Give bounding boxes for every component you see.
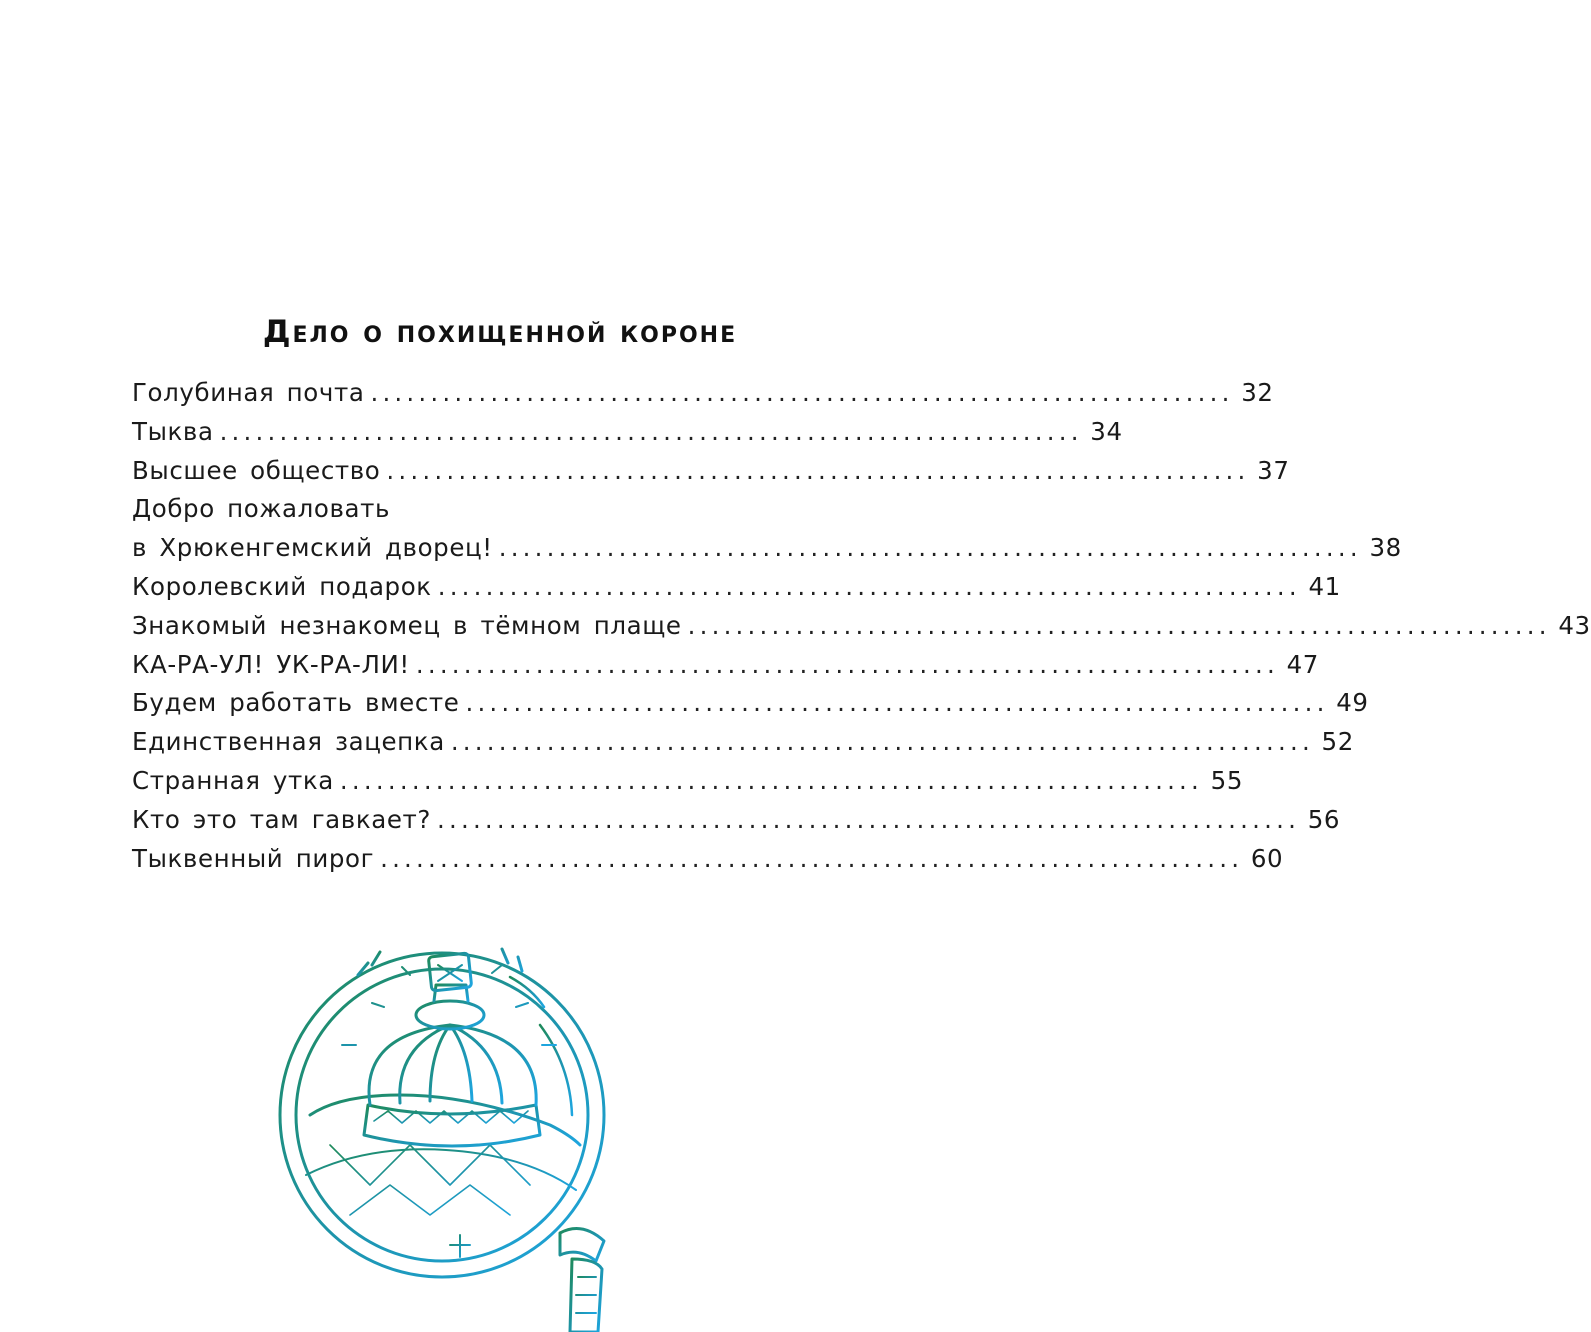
toc-entry-label: Кто это там гавкает? [132, 804, 431, 834]
chapter-title: Дело о похищенной короне [262, 313, 738, 350]
toc-entry-label: Королевский подарок [132, 571, 432, 601]
toc-entry [132, 568, 1341, 607]
toc-leader-dots: ........................................................................ [687, 610, 1551, 640]
toc-entry-label: Тыква [132, 416, 214, 446]
toc-entry [132, 646, 1319, 685]
toc-entry-page: 43 [1558, 610, 1591, 640]
toc-entry [132, 413, 1123, 452]
toc-leader-dots: ........................................................................ [380, 843, 1244, 873]
toc-entry [132, 374, 1274, 413]
handle-collar [560, 1229, 604, 1262]
toc-leader-dots: ........................................................................ [437, 571, 1301, 601]
toc-entry-label: Будем работать вместе [132, 688, 460, 718]
crown-arches [369, 1025, 536, 1105]
toc-leader-dots: ........................................................................ [219, 416, 1083, 446]
toc-entry-label: в Хрюкенгемский дворец! [132, 533, 493, 563]
toc-entry-page: 38 [1369, 533, 1402, 563]
toc-entry-label: Добро пожаловать [132, 494, 391, 524]
toc-entry-page: 47 [1286, 649, 1319, 679]
toc-entry-label: Голубиная почта [132, 378, 365, 407]
toc-entry [132, 684, 1369, 723]
toc-entry [132, 762, 1244, 801]
toc-entry [132, 723, 1354, 762]
toc-entry [132, 840, 1284, 879]
magnifying-glass-crown-illustration [270, 915, 630, 1332]
toc-leader-dots: ........................................................................ [498, 533, 1362, 563]
toc-leader-dots: ........................................................................ [339, 765, 1204, 795]
crown-band [364, 1105, 540, 1146]
toc-leader-dots: ........................................................................ [415, 649, 1279, 679]
toc-leader-dots: ........................................................................ [386, 455, 1250, 485]
toc-entry-page: 37 [1257, 455, 1290, 485]
toc-leader-dots: ........................................................................ [436, 804, 1301, 834]
toc-entry-label: Единственная зацепка [132, 727, 445, 757]
toc-leader-dots: ........................................................................ [450, 727, 1314, 757]
toc-entry-label: Знакомый незнакомец в тёмном плаще [132, 610, 682, 640]
toc-entry [132, 490, 860, 529]
toc-entry [132, 529, 1402, 568]
toc-entry-label: КА-РА-УЛ! УК-РА-ЛИ! [132, 649, 410, 679]
toc-entry-label: Высшее общество [132, 455, 381, 485]
table-of-contents [132, 374, 1591, 878]
toc-entry-label: Тыквенный пирог [132, 843, 375, 873]
toc-entry [132, 607, 1591, 646]
toc-entry-page: 52 [1321, 727, 1354, 757]
toc-entry-page: 55 [1210, 765, 1244, 795]
toc-entry-page: 56 [1307, 804, 1341, 834]
toc-entry [132, 801, 1341, 840]
toc-leader-dots: ........................................................................ [370, 378, 1234, 407]
toc-entry-label: Странная утка [132, 765, 334, 795]
toc-entry [132, 452, 1290, 491]
toc-entry-page: 34 [1090, 416, 1123, 446]
toc-entry-page: 60 [1250, 843, 1284, 873]
toc-leader-dots: ........................................................................ [465, 688, 1329, 718]
toc-entry-page: 32 [1241, 378, 1274, 407]
toc-entry-page: 49 [1336, 688, 1369, 718]
toc-entry-page: 41 [1308, 571, 1341, 601]
